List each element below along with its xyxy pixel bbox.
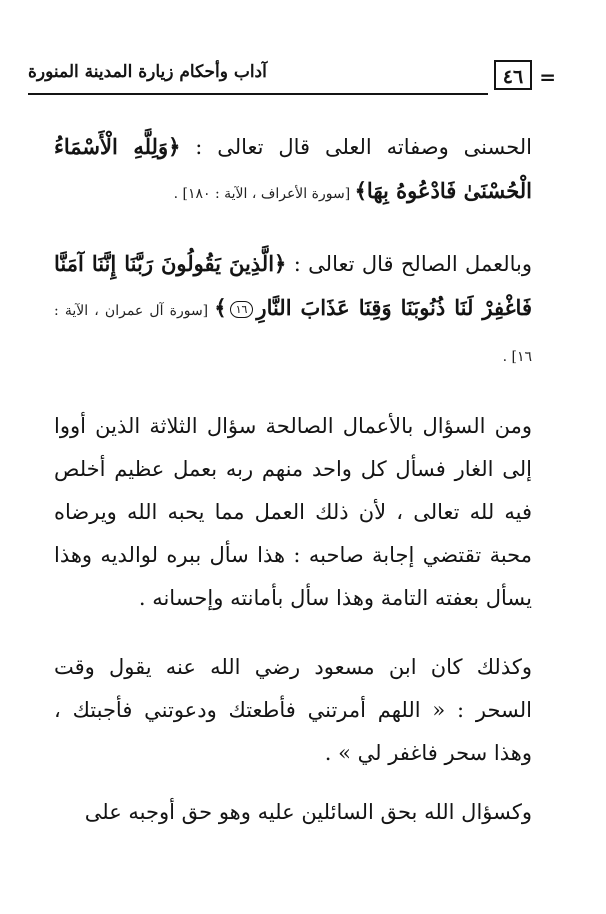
page-number-box: ٤٦ xyxy=(494,60,532,90)
paragraph-righteous-deeds xyxy=(54,242,532,379)
paragraph-ibn-masud: وكذلك كان ابن مسعود رضي الله عنه يقول وقت السحر : « اللهم أمرتني فأطعتك ودعوتني فأجبتك ، وهذا سحر فاغفر لي » . xyxy=(54,655,532,765)
paragraph-intro: الحسنى وصفاته العلى قال تعالى : xyxy=(180,135,532,159)
paragraph-askers-right: وكسؤال الله بحق السائلين عليه وهو حق أوجبه على xyxy=(84,800,532,824)
header-rule xyxy=(28,93,488,95)
quran-verse-close: ﴾ xyxy=(214,295,227,320)
paragraph-cave-story: ومن السؤال بالأعمال الصالحة سؤال الثلاثة الذين أووا إلى الغار فسأل كل واحد منهم ربه بعمل عظيم أخلص فيه لله تعالى ، لأن ذلك العمل مما يحبه الله ويرضاه محبة تقتضي إجابة صاحبه : هذا سأل ببره لوالديه وهذا يسأل بعفته التامة وهذا سأل بأمانته وإحسانه . xyxy=(54,414,532,610)
running-title: آداب وأحكام زيارة المدينة المنورة xyxy=(28,62,267,82)
paragraph-divine-names xyxy=(54,125,532,216)
page-body xyxy=(54,125,532,850)
ayah-number-marker: ١٦ xyxy=(230,301,254,318)
paragraph-intro: وبالعمل الصالح قال تعالى : xyxy=(286,252,532,276)
quran-verse: ﴿وَلِلَّهِ الْأَسْمَاءُ الْحُسْنَىٰ فَادْعُوهُ بِهَا﴾ xyxy=(54,134,532,203)
verse-reference: [سورة الأعراف ، الآية : ١٨٠] . xyxy=(173,186,355,202)
quran-verse: ﴿الَّذِينَ يَقُولُونَ رَبَّنَا إِنَّنَا آمَنَّا فَاغْفِرْ لَنَا ذُنُوبَنَا وَقِنَا عَذَابَ النَّارِ xyxy=(54,251,532,320)
header-equals-mark: = xyxy=(539,65,556,89)
page-header xyxy=(28,60,556,100)
verse-reference: [سورة آل عمران ، الآية : ١٦] . xyxy=(54,303,532,365)
